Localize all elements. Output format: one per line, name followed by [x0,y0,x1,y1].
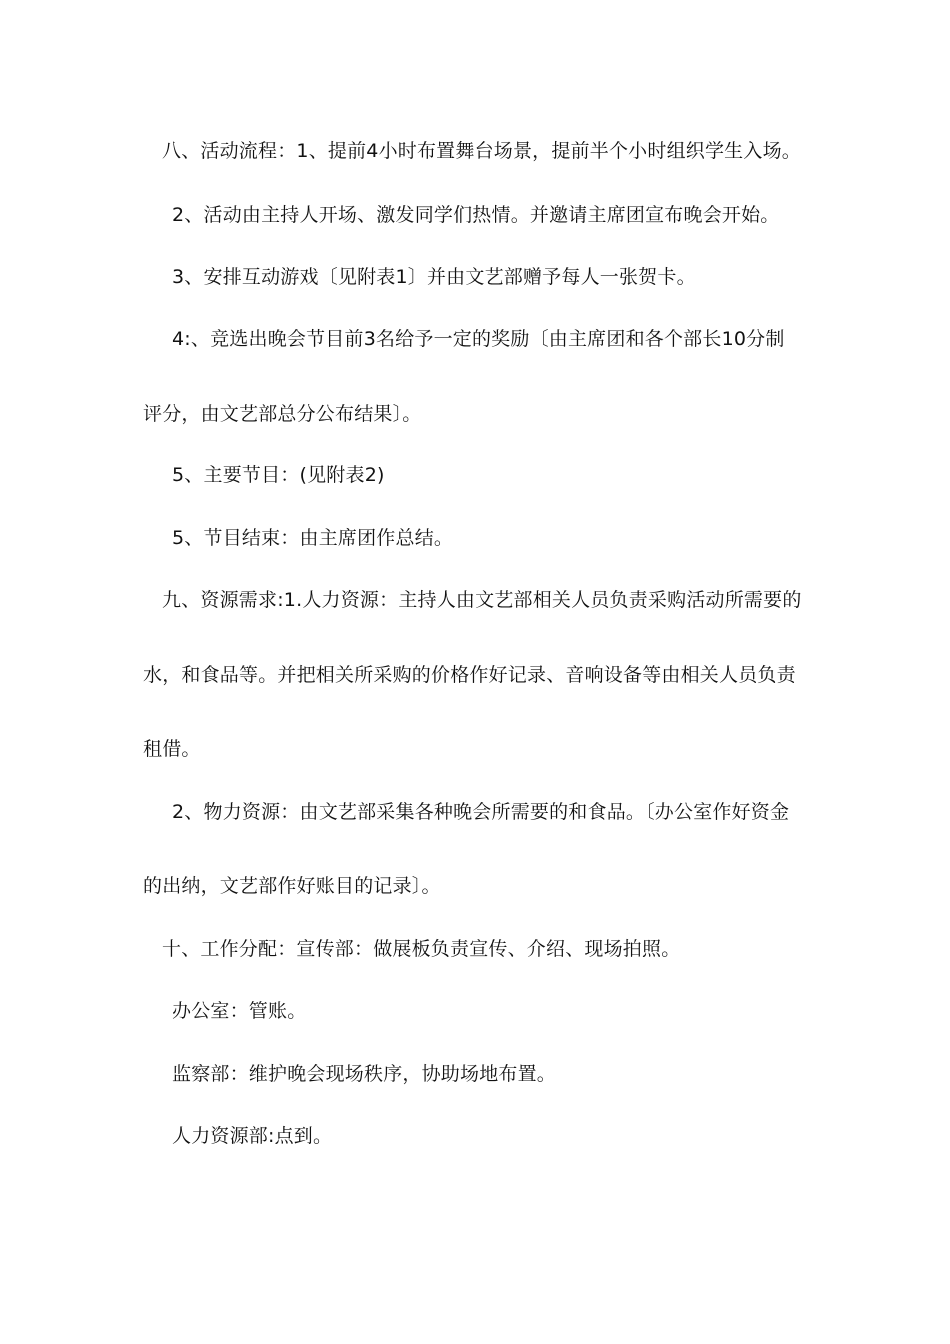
material-resources-continued: 的出纳，文艺部作好账目的记录〕。 [143,875,441,897]
section-10-work-assignment: 十、工作分配：宣传部：做展板负责宣传、介绍、现场拍照。 [162,938,681,960]
flow-step-4: 4:、竞选出晚会节目前3名给予一定的奖励〔由主席团和各个部长10分制 [172,328,785,350]
flow-step-2: 2、活动由主持人开场、激发同学们热情。并邀请主席团宣布晚会开始。 [172,204,780,226]
assignment-supervision: 监察部：维护晚会现场秩序，协助场地布置。 [172,1063,557,1085]
assignment-human-resources: 人力资源部:点到。 [172,1125,333,1147]
section-8-activity-flow: 八、活动流程：1、提前4小时布置舞台场景，提前半个小时组织学生入场。 [162,140,801,162]
section-9-resource-needs: 九、资源需求:1.人力资源：主持人由文艺部相关人员负责采购活动所需要的 [162,589,802,611]
assignment-office: 办公室：管账。 [172,1000,307,1022]
material-resources: 2、物力资源：由文艺部采集各种晚会所需要的和食品。〔办公室作好资金 [172,801,790,823]
flow-step-program-end: 5、节目结束：由主席团作总结。 [172,527,454,549]
flow-step-main-programs: 5、主要节目：(见附表2) [172,464,385,486]
flow-step-4-continued: 评分，由文艺部总分公布结果〕。 [143,403,422,425]
resource-needs-continued: 水，和食品等。并把相关所采购的价格作好记录、音响设备等由相关人员负责 [143,664,796,686]
flow-step-3: 3、安排互动游戏〔见附表1〕并由文艺部赠予每人一张贺卡。 [172,266,696,288]
resource-needs-continued-2: 租借。 [143,738,201,760]
